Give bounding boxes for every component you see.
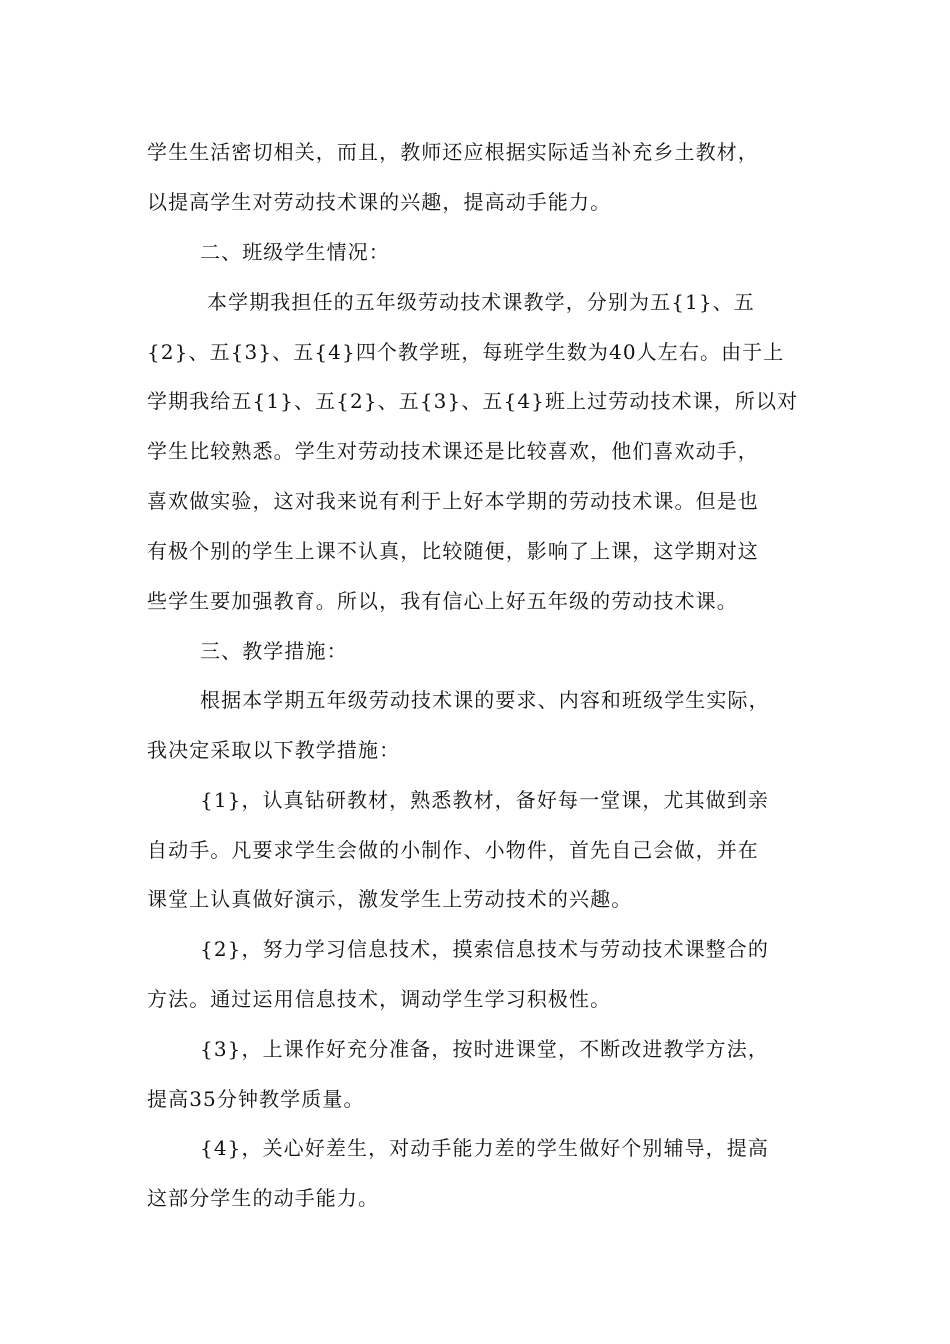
paragraph-line: 些学生要加强教育。所以，我有信心上好五年级的劳动技术课。	[147, 589, 738, 613]
paragraph-line: 我决定采取以下教学措施：	[147, 738, 401, 762]
paragraph-line: 根据本学期五年级劳动技术课的要求、内容和班级学生实际，	[200, 688, 770, 712]
paragraph-line: 这部分学生的动手能力。	[147, 1186, 380, 1210]
paragraph-line: 课堂上认真做好演示，激发学生上劳动技术的兴趣。	[147, 887, 633, 911]
list-item-line: {3}，上课作好充分准备，按时进课堂，不断改进教学方法，	[200, 1037, 769, 1061]
list-item-line: {1}，认真钻研教材，熟悉教材，备好每一堂课，尤其做到亲	[200, 788, 769, 812]
paragraph-line: 提高35分钟教学质量。	[147, 1087, 365, 1111]
paragraph-line: {2}、五{3}、五{4}四个教学班，每班学生数为40人左右。由于上	[147, 340, 785, 364]
paragraph-line: 学生比较熟悉。学生对劳动技术课还是比较喜欢，他们喜欢动手，	[147, 439, 759, 463]
section-heading: 三、教学措施：	[200, 639, 348, 663]
paragraph-line: 学期我给五{1}、五{2}、五{3}、五{4}班上过劳动技术课，所以对	[147, 389, 799, 413]
paragraph-line: 学生生活密切相关，而且，教师还应根据实际适当补充乡土教材，	[147, 140, 759, 164]
paragraph-line: 自动手。凡要求学生会做的小制作、小物件，首先自己会做，并在	[147, 838, 759, 862]
paragraph-line: 本学期我担任的五年级劳动技术课教学，分别为五{1}、五	[207, 290, 755, 314]
list-item-line: {4}，关心好差生，对动手能力差的学生做好个别辅导，提高	[200, 1136, 769, 1160]
section-heading: 二、班级学生情况：	[200, 240, 390, 264]
paragraph-line: 有极个别的学生上课不认真，比较随便，影响了上课，这学期对这	[147, 539, 759, 563]
paragraph-line: 喜欢做实验，这对我来说有利于上好本学期的劳动技术课。但是也	[147, 489, 759, 513]
list-item-line: {2}，努力学习信息技术，摸索信息技术与劳动技术课整合的	[200, 937, 769, 961]
paragraph-line: 方法。通过运用信息技术，调动学生学习积极性。	[147, 987, 612, 1011]
paragraph-line: 以提高学生对劳动技术课的兴趣，提高动手能力。	[147, 190, 612, 214]
